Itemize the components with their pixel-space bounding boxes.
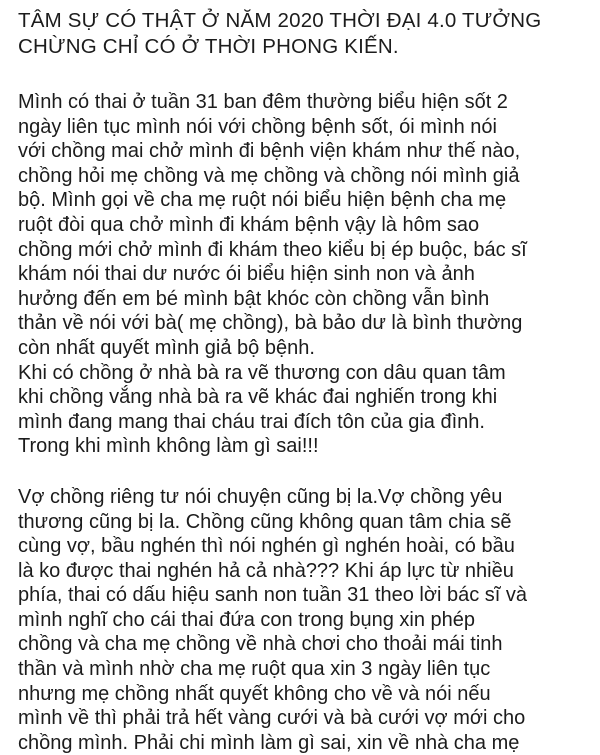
post-title bbox=[18, 8, 590, 60]
post-paragraph bbox=[18, 90, 590, 459]
text-line: hưởng đến em bé mình bật khóc còn chồng vẫn bình bbox=[18, 287, 490, 310]
text-line: ngày liên tục mình nói với chồng bệnh sốt, ói mình nói bbox=[18, 115, 497, 138]
text-line: nhưng mẹ chồng nhất quyết không cho về và nói nếu bbox=[18, 682, 491, 705]
text-line: thần và mình nhờ cha mẹ ruột qua xin 3 ngày liên tục bbox=[18, 658, 491, 681]
post-title-line: CHỪNG CHỈ CÓ Ở THỜI PHONG KIẾN. bbox=[18, 35, 399, 58]
text-line: với chồng mai chở mình đi bệnh viện khám như thế nào, bbox=[18, 140, 521, 163]
text-line: mình nghĩ cho cái thai đứa con trong bụng xin phép bbox=[18, 608, 476, 631]
text-line: thản về nói với bà( mẹ chồng), bà bảo dư là bình thường bbox=[18, 312, 523, 335]
text-line: Trong khi mình không làm gì sai!!! bbox=[18, 435, 319, 458]
text-line: khi chồng vắng nhà bà ra vẽ khác đai nghiến trong khi bbox=[18, 386, 498, 409]
text-line: còn nhất quyết mình giả bộ bệnh. bbox=[18, 336, 315, 359]
text-line: chồng và cha mẹ chồng về nhà chơi cho thoải mái tinh bbox=[18, 633, 503, 656]
text-line: Mình có thai ở tuần 31 ban đêm thường biểu hiện sốt 2 bbox=[18, 91, 508, 113]
text-line: mình về thì phải trả hết vàng cưới và bà cưới vợ mới cho bbox=[18, 707, 526, 730]
text-line: bộ. Mình gọi về cha mẹ ruột nói biểu hiện bệnh cha mẹ bbox=[18, 189, 507, 212]
text-line: là ko được thai nghén hả cả nhà??? Khi áp lực từ nhiều bbox=[18, 559, 514, 582]
text-line: phía, thai có dấu hiệu sanh non tuần 31 theo lời bác sĩ và bbox=[18, 584, 528, 607]
text-line: thương cũng bị la. Chồng cũng không quan tâm chia sẽ bbox=[18, 510, 512, 533]
text-line: Khi có chồng ở nhà bà ra vẽ thương con dâu quan tâm bbox=[18, 361, 506, 384]
text-line: chồng mới chở mình đi khám theo kiểu bị ép buộc, bác sĩ bbox=[18, 238, 527, 261]
text-line: cùng vợ, bầu nghén thì nói nghén gì nghén hoài, có bầu bbox=[18, 535, 515, 558]
text-line: Vợ chồng riêng tư nói chuyện cũng bị la.Vợ chồng yêu bbox=[18, 485, 503, 508]
text-line: ruột đòi qua chở mình đi khám bệnh vậy là hôm sao bbox=[18, 213, 480, 236]
text-line: chồng mình. Phải chi mình làm gì sai, xin về nhà cha mẹ bbox=[18, 731, 520, 754]
text-line: mình đang mang thai cháu trai đích tôn của gia đình. bbox=[18, 410, 485, 433]
post-paragraph bbox=[18, 485, 590, 755]
text-line: khám nói thai dư nước ói biểu hiện sinh non và ảnh bbox=[18, 263, 475, 286]
text-line: chồng hỏi mẹ chồng và mẹ chồng và chồng nói mình giả bbox=[18, 164, 520, 187]
post-title-line: TÂM SỰ CÓ THẬT Ở NĂM 2020 THỜI ĐẠI 4.0 TƯỞNG bbox=[18, 9, 542, 32]
